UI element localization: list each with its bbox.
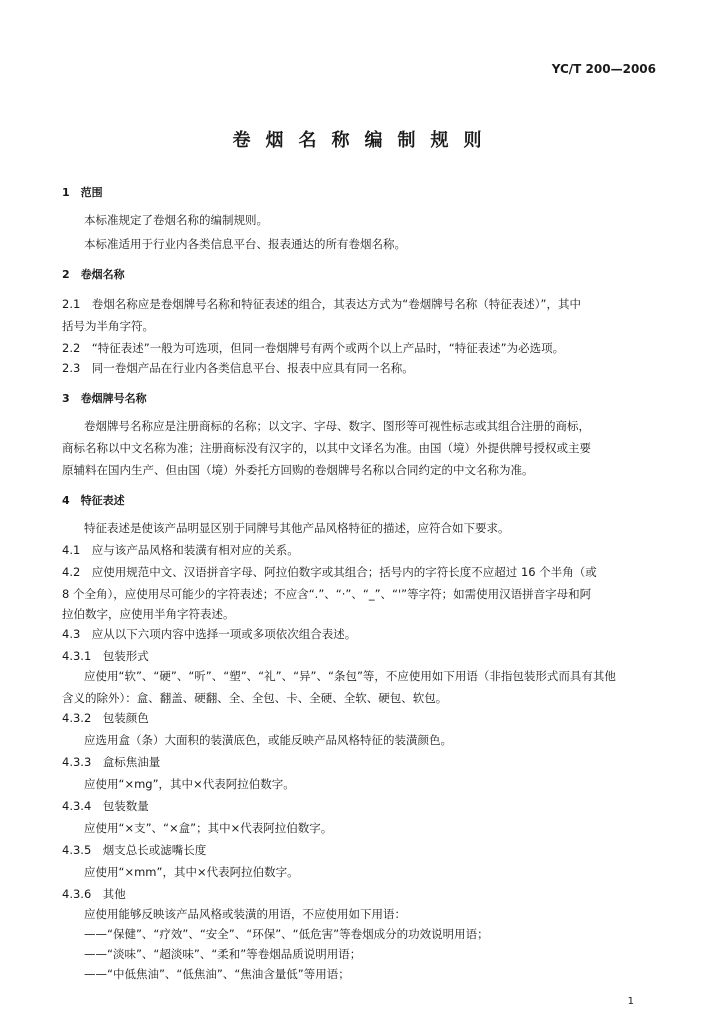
paragraph: 应使用“×mg”，其中×代表阿拉伯数字。 bbox=[84, 777, 295, 791]
paragraph: 应使用“软”、“硬”、“听”、“塑”、“礼”、“异”、“条包”等，不应使用如下用语（非指包装形式而具有其他 bbox=[84, 669, 616, 683]
clause-4-3-1-heading: 4.3.1 包装形式 bbox=[62, 649, 149, 663]
section-4-heading: 4 特征表述 bbox=[62, 494, 125, 507]
clause-4-3-3-heading: 4.3.3 盒标焦油量 bbox=[62, 755, 161, 769]
clause-4-3-2-heading: 4.3.2 包装颜色 bbox=[62, 711, 149, 725]
paragraph: 商标名称以中文名称为准；注册商标没有汉字的，以其中文译名为准。由国（境）外提供牌号授权或主要 bbox=[62, 441, 591, 455]
clause-4-3: 4.3 应从以下六项内容中选择一项或多项依次组合表述。 bbox=[62, 627, 357, 641]
list-item: ——“淡味”、“超淡味”、“柔和”等卷烟品质说明用语； bbox=[84, 947, 362, 961]
paragraph: 卷烟牌号名称应是注册商标的名称；以文字、字母、数字、图形等可视性标志或其组合注册的商标， bbox=[84, 419, 590, 433]
paragraph: 应选用盒（条）大面积的装潢底色，或能反映产品风格特征的装潢颜色。 bbox=[84, 733, 452, 747]
clause-2-1-line-2: 括号为半角字符。 bbox=[62, 319, 154, 333]
page-number: 1 bbox=[627, 996, 634, 1007]
standard-number: YC/T 200—2006 bbox=[551, 62, 656, 76]
clause-4-1: 4.1 应与该产品风格和装潢有相对应的关系。 bbox=[62, 543, 299, 557]
section-2-heading: 2 卷烟名称 bbox=[62, 268, 125, 281]
document-title: 卷烟名称编制规则 bbox=[232, 130, 497, 151]
list-item: ——“保健”、“疗效”、“安全”、“环保”、“低危害”等卷烟成分的功效说明用语； bbox=[84, 927, 489, 941]
paragraph: 本标准适用于行业内各类信息平台、报表通达的所有卷烟名称。 bbox=[84, 237, 406, 251]
clause-4-2-line-1: 4.2 应使用规范中文、汉语拼音字母、阿拉伯数字或其组合；括号内的字符长度不应超过 16 个半角（或 bbox=[62, 565, 597, 579]
list-item: ——“中低焦油”、“低焦油”、“焦油含量低”等用语； bbox=[84, 967, 350, 981]
clause-2-1-line-1: 2.1 卷烟名称应是卷烟牌号名称和特征表述的组合，其表达方式为“卷烟牌号名称（特征表述）”，其中 bbox=[62, 297, 581, 311]
clause-4-2-line-2: 8 个全角），应使用尽可能少的字符表述；不应含“.”、“·”、“_”、“'”等字符；如需使用汉语拼音字母和阿 bbox=[62, 587, 592, 601]
paragraph: 原辅料在国内生产、但由国（境）外委托方回购的卷烟牌号名称以合同约定的中文名称为准。 bbox=[62, 463, 534, 477]
paragraph: 含义的除外）：盒、翻盖、硬翻、全、全包、卡、全硬、全软、硬包、软包。 bbox=[62, 691, 448, 705]
clause-4-2-line-3: 拉伯数字，应使用半角字符表述。 bbox=[62, 607, 235, 621]
clause-4-3-4-heading: 4.3.4 包装数量 bbox=[62, 799, 149, 813]
clause-2-3: 2.3 同一卷烟产品在行业内各类信息平台、报表中应具有同一名称。 bbox=[62, 361, 414, 375]
paragraph: 应使用“×支”、“×盒”；其中×代表阿拉伯数字。 bbox=[84, 821, 333, 835]
clause-4-3-6-heading: 4.3.6 其他 bbox=[62, 887, 126, 901]
section-3-heading: 3 卷烟牌号名称 bbox=[62, 392, 147, 405]
section-1-heading: 1 范围 bbox=[62, 186, 103, 199]
clause-4-3-5-heading: 4.3.5 烟支总长或滤嘴长度 bbox=[62, 843, 207, 857]
paragraph: 本标准规定了卷烟名称的编制规则。 bbox=[84, 213, 268, 227]
paragraph: 特征表述是使该产品明显区别于同牌号其他产品风格特征的描述，应符合如下要求。 bbox=[84, 521, 510, 535]
paragraph: 应使用能够反映该产品风格或装潢的用语，不应使用如下用语： bbox=[84, 907, 406, 921]
paragraph: 应使用“×mm”，其中×代表阿拉伯数字。 bbox=[84, 865, 299, 879]
clause-2-2: 2.2 “特征表述”一般为可选项，但同一卷烟牌号有两个或两个以上产品时，“特征表述”为必选项。 bbox=[62, 341, 565, 355]
